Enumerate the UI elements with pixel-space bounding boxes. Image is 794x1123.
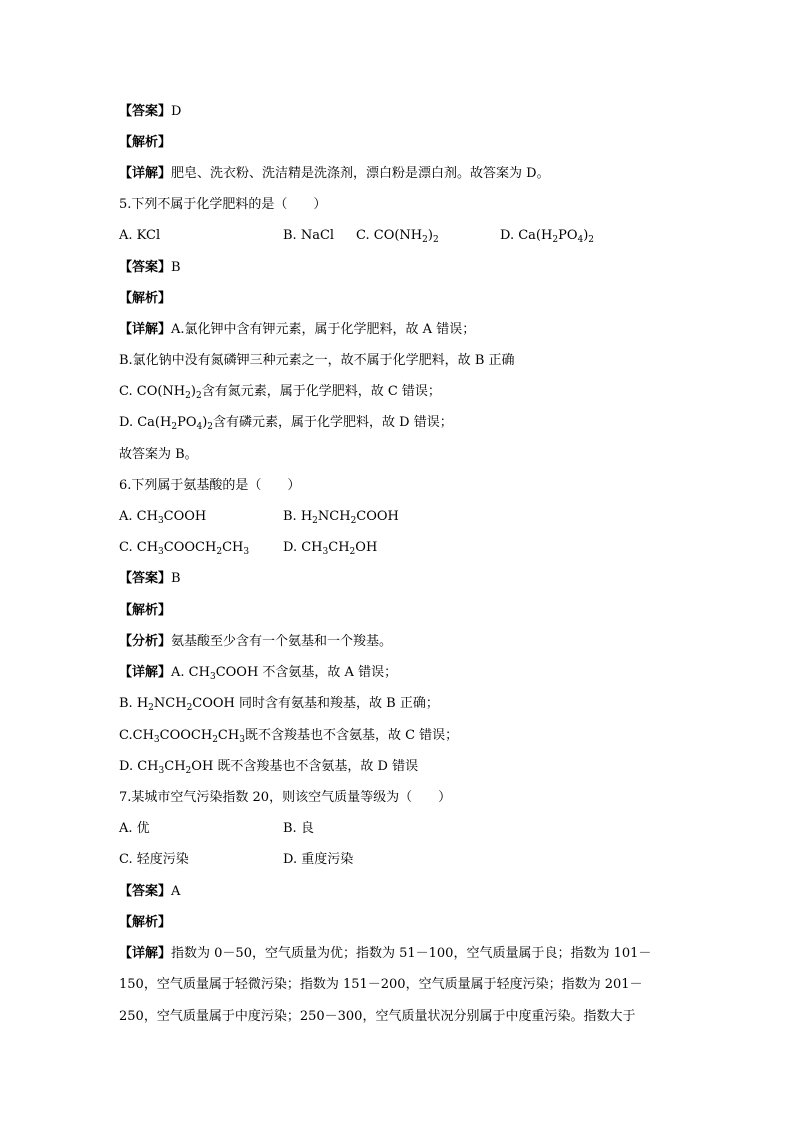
- detail-line: D. $CH_3CH_2OH$ 既不含羧基也不含氨基，故 D 错误: [119, 759, 419, 776]
- detail-line: C. $CO(NH_2)_2$含有氮元素，属于化学肥料，故 C 错误；: [119, 384, 441, 401]
- option-d: D. $CH_3CH_2OH$: [283, 540, 378, 557]
- detail-text: 肥皂、洗衣粉、洗洁精是洗涤剂，漂白粉是漂白剂。故答案为 D。: [171, 166, 550, 181]
- option-b: B. NaCl: [283, 228, 335, 243]
- answer-line: [119, 103, 181, 121]
- question-7-options-row2: [119, 851, 519, 869]
- detail-line: [119, 165, 550, 183]
- question-5: 5.下列不属于化学肥料的是（ ）: [119, 197, 327, 212]
- question-7: 7.某城市空气污染指数 20，则该空气质量等级为（ ）: [119, 790, 452, 805]
- detail-line: D. $Ca(H_2PO_4)_2$含有磷元素，属于化学肥料，故 D 错误；: [119, 415, 453, 432]
- answer-label: 【答案】: [119, 104, 172, 119]
- detail-line: 250，空气质量属于中度污染；250－300，空气质量状况分别属于中度重污染。指数大于: [119, 1009, 636, 1024]
- question-6-options-row2: [119, 539, 519, 557]
- option-a: A. 优: [119, 821, 150, 836]
- option-c: C. $CO(NH_2)_2$: [356, 228, 439, 245]
- point-line: 【分析】氨基酸至少含有一个氨基和一个羧基。: [119, 634, 393, 649]
- option-c: C. 轻度污染: [119, 852, 189, 867]
- detail-line: B. $H_2NCH_2COOH$ 同时含有氨基和羧基，故 B 正确；: [119, 696, 439, 713]
- answer-value: A: [171, 884, 181, 899]
- detail-label: 【详解】: [119, 166, 172, 181]
- detail-line: 【详解】A.氯化钾中含有钾元素，属于化学肥料，故 A 错误；: [119, 322, 476, 337]
- option-d: D. $Ca(H_2PO_4)_2$: [500, 228, 595, 245]
- option-c: C. $CH_3COOCH_2CH_3$: [119, 540, 250, 557]
- option-a: A. $CH_3COOH$: [119, 509, 207, 526]
- analysis-label: 【解析】: [119, 603, 172, 618]
- detail-line: 【详解】指数为 0－50，空气质量为优；指数为 51－100，空气质量属于良；指数为 101－: [119, 946, 652, 961]
- question-5-options: [119, 227, 679, 245]
- option-a: A. KCl: [119, 228, 161, 243]
- option-b: B. 良: [283, 821, 314, 836]
- question-7-options-row1: [119, 820, 519, 838]
- detail-line: $C.CH_3COOCH_2CH_3$既不含羧基也不含氨基，故 C 错误；: [119, 728, 459, 745]
- detail-line: 【详解】A. $CH_3COOH$ 不含氨基，故 A 错误；: [119, 665, 398, 682]
- analysis-label: 【解析】: [119, 291, 172, 306]
- detail-line: 150，空气质量属于轻微污染；指数为 151－200，空气质量属于轻度污染；指数为 201－: [119, 977, 643, 992]
- conclusion-line: 故答案为 B。: [119, 447, 198, 462]
- option-b: B. $H_2NCH_2COOH$: [283, 509, 399, 526]
- answer-value: B: [171, 260, 181, 275]
- analysis-label: 【解析】: [119, 135, 172, 150]
- analysis-label: 【解析】: [119, 915, 172, 930]
- question-6: 6.下列属于氨基酸的是（ ）: [119, 478, 301, 493]
- answer-line: 【答案】A: [119, 884, 181, 899]
- answer-value: D: [171, 104, 182, 119]
- option-d: D. 重度污染: [283, 852, 354, 867]
- question-6-options-row1: [119, 508, 519, 526]
- answer-line: 【答案】B: [119, 571, 181, 586]
- answer-line: 【答案】B: [119, 260, 181, 275]
- detail-line: B.氯化钠中没有氮磷钾三种元素之一，故不属于化学肥料，故 B 正确: [119, 353, 515, 368]
- answer-value: B: [171, 571, 181, 586]
